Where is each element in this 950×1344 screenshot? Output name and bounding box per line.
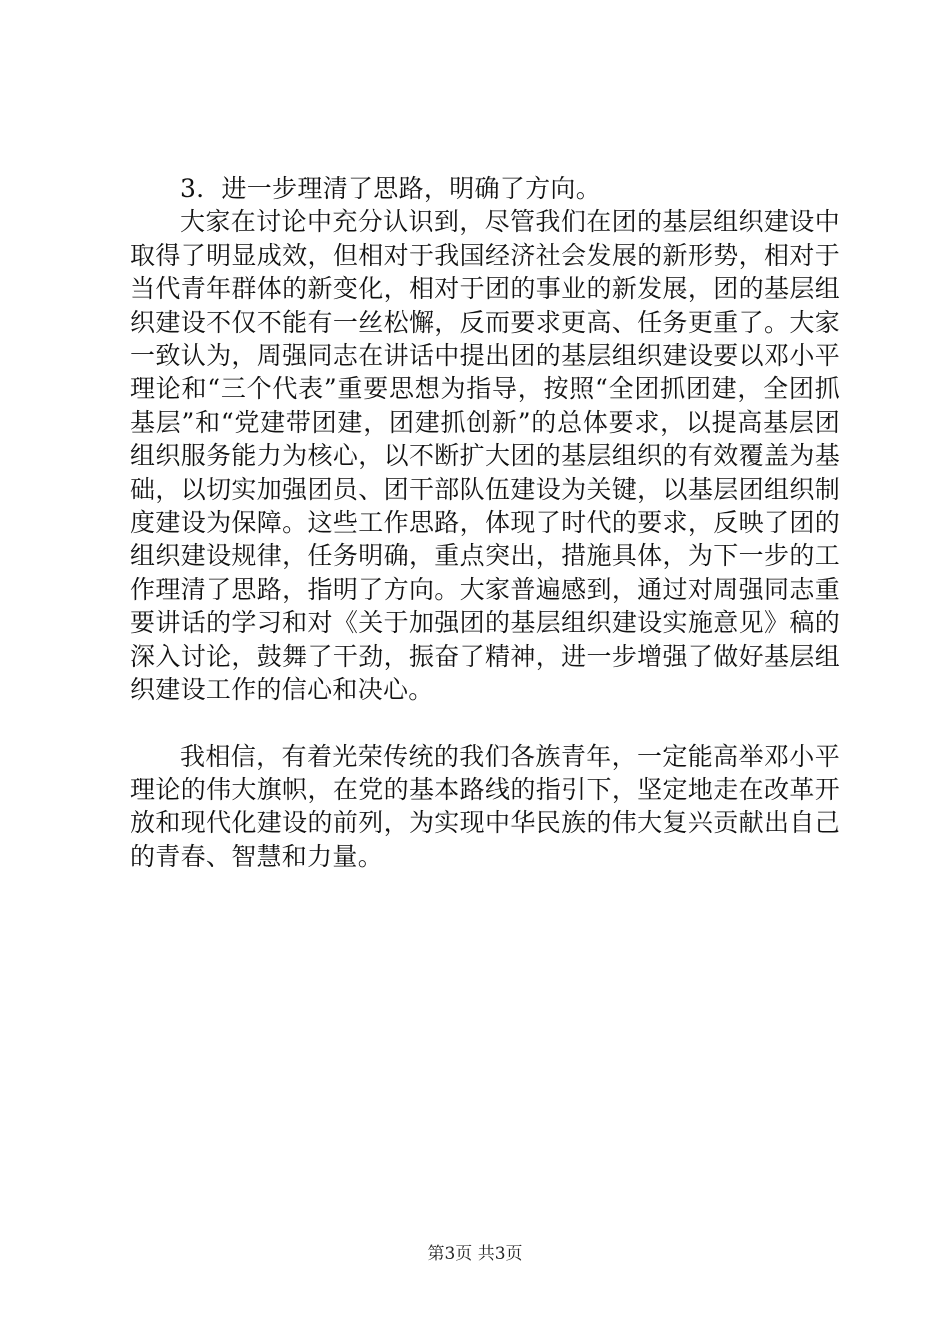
- body-paragraph: 大家在讨论中充分认识到，尽管我们在团的基层组织建设中取得了明显成效，但相对于我国经济社会发展的新形势，相对于当代青年群体的新变化，相对于团的事业的新发展，团的基层组织建设不仅不能有一丝松懈，反而要求更高、任务更重了。大家一致认为，周强同志在讲话中提出团的基层组织建设要以邓小平理论和“三个代表”重要思想为指导，按照“全团抓团建，全团抓基层”和“党建带团建，团建抓创新”的总体要求，以提高基层团组织服务能力为核心，以不断扩大团的基层组织的有效覆盖为基础，以切实加强团员、团干部队伍建设为关键，以基层团组织制度建设为保障。这些工作思路，体现了时代的要求，反映了团的组织建设规律，任务明确，重点突出，措施具体，为下一步的工作理清了思路，指明了方向。大家普遍感到，通过对周强同志重要讲话的学习和对《关于加强团的基层组织建设实施意见》稿的深入讨论，鼓舞了干劲，振奋了精神，进一步增强了做好基层组织建设工作的信心和决心。: [130, 207, 840, 705]
- document-body: [130, 172, 840, 873]
- page-footer: 第3页 共3页: [427, 1244, 523, 1264]
- closing-paragraph: 我相信，有着光荣传统的我们各族青年，一定能高举邓小平理论的伟大旗帜，在党的基本路线的指引下，坚定地走在改革开放和现代化建设的前列，为实现中华民族的伟大复兴贡献出自己的青春、智慧和力量。: [130, 741, 840, 871]
- section-heading: 3．进一步理清了思路，明确了方向。: [180, 174, 602, 203]
